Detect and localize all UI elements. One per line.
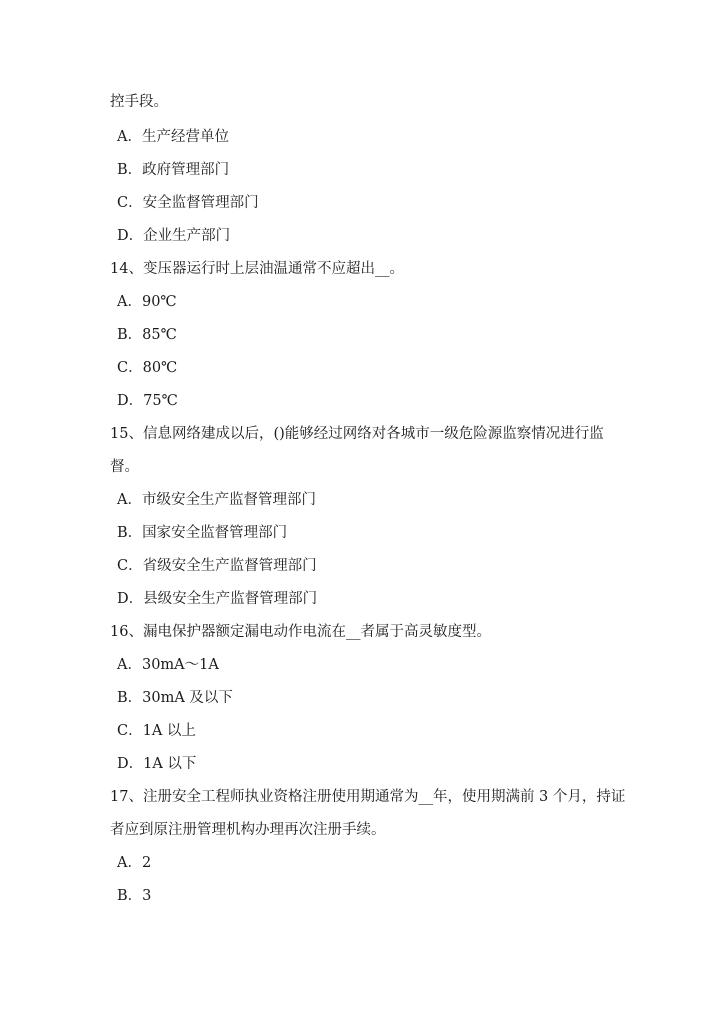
q13-option-d: D．企业生产部门 (117, 228, 231, 244)
q17-stem-line1: 17、注册安全工程师执业资格注册使用期通常为__年，使用期满前 3 个月，持证 (110, 789, 626, 805)
q15-stem-line1: 15、信息网络建成以后，()能够经过网络对各城市一级危险源监察情况进行监 (110, 426, 604, 442)
q15-option-d: D．县级安全生产监督管理部门 (117, 591, 318, 607)
q14-option-b: B．85℃ (117, 327, 177, 343)
q15-stem-line2: 督。 (110, 459, 139, 475)
q16-option-a: A．30mA～1A (117, 657, 219, 673)
q14-option-c: C．80℃ (117, 360, 178, 376)
q14-option-d: D．75℃ (117, 393, 178, 409)
q13-option-c: C．安全监督管理部门 (117, 195, 259, 211)
q17-option-a: A．2 (117, 855, 152, 871)
q13-option-a: A．生产经营单位 (117, 129, 229, 145)
q16-stem: 16、漏电保护器额定漏电动作电流在__者属于高灵敏度型。 (110, 624, 491, 640)
q15-option-b: B．国家安全监督管理部门 (117, 525, 288, 541)
q14-stem: 14、变压器运行时上层油温通常不应超出__。 (110, 261, 404, 277)
continuation-text: 控手段。 (110, 94, 168, 110)
q16-option-b: B．30mA 及以下 (117, 690, 233, 706)
q15-option-c: C．省级安全生产监督管理部门 (117, 558, 317, 574)
q15-option-a: A．市级安全生产监督管理部门 (117, 492, 316, 508)
q16-option-c: C．1A 以上 (117, 723, 196, 739)
q17-stem-line2: 者应到原注册管理机构办理再次注册手续。 (110, 822, 386, 838)
q16-option-d: D．1A 以下 (117, 756, 197, 772)
q14-option-a: A．90℃ (117, 294, 177, 310)
q17-option-b: B．3 (117, 888, 152, 904)
q13-option-b: B．政府管理部门 (117, 162, 230, 178)
